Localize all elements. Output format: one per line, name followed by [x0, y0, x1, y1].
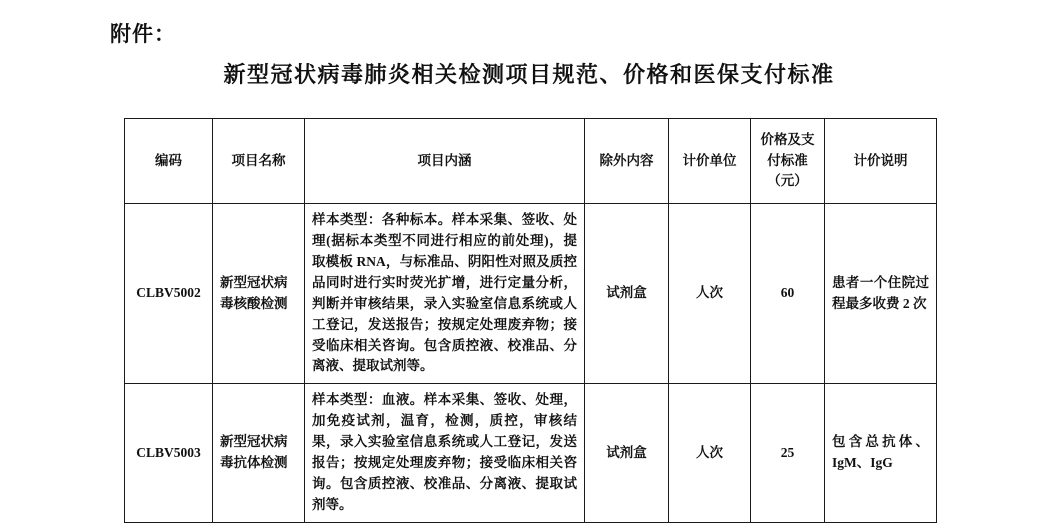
cell-exclude: 试剂盒: [585, 204, 669, 384]
table-row: [125, 384, 937, 523]
page-title: 新型冠状病毒肺炎相关检测项目规范、价格和医保支付标准: [223, 62, 835, 87]
column-header-price: 价格及支付标准（元）: [751, 119, 825, 204]
spec-table: [124, 118, 937, 523]
column-header-unit: 计价单位: [669, 119, 751, 204]
cell-name: 新型冠状病毒核酸检测: [213, 204, 305, 384]
cell-unit: 人次: [669, 384, 751, 523]
cell-exclude: 试剂盒: [585, 384, 669, 523]
column-header-content: 项目内涵: [305, 119, 585, 204]
cell-code: CLBV5002: [125, 204, 213, 384]
cell-price: 60: [751, 204, 825, 384]
cell-content: 样本类型：血液。样本采集、签收、处理，加免疫试剂，温育，检测，质控，审核结果，录入实验室信息系统或人工登记，发送报告；按规定处理废弃物；接受临床相关咨询。包含质控液、校准品、分离液、提取试剂等。: [305, 384, 585, 523]
cell-content: 样本类型：各种标本。样本采集、签收、处理(据标本类型不同进行相应的前处理)，提取模板 RNA，与标准品、阴阳性对照及质控品同时进行实时荧光扩增，进行定量分析，判断并审核结果，录入实验室信息系统或人工登记，发送报告；按规定处理废弃物；接受临床相关咨询。包含质控液、校准品、分离液、提取试剂等。: [305, 204, 585, 384]
cell-code: CLBV5003: [125, 384, 213, 523]
cell-price: 25: [751, 384, 825, 523]
attachment-label: 附件：: [110, 22, 176, 46]
column-header-name: 项目名称: [213, 119, 305, 204]
cell-unit: 人次: [669, 204, 751, 384]
cell-note: 患者一个住院过程最多收费 2 次: [825, 204, 937, 384]
spec-table-container: [124, 118, 936, 523]
column-header-note: 计价说明: [825, 119, 937, 204]
table-row: [125, 204, 937, 384]
column-header-exclude: 除外内容: [585, 119, 669, 204]
cell-note: 包含总抗体、IgM、IgG: [825, 384, 937, 523]
table-header-row: [125, 119, 937, 204]
column-header-code: 编码: [125, 119, 213, 204]
cell-name: 新型冠状病毒抗体检测: [213, 384, 305, 523]
